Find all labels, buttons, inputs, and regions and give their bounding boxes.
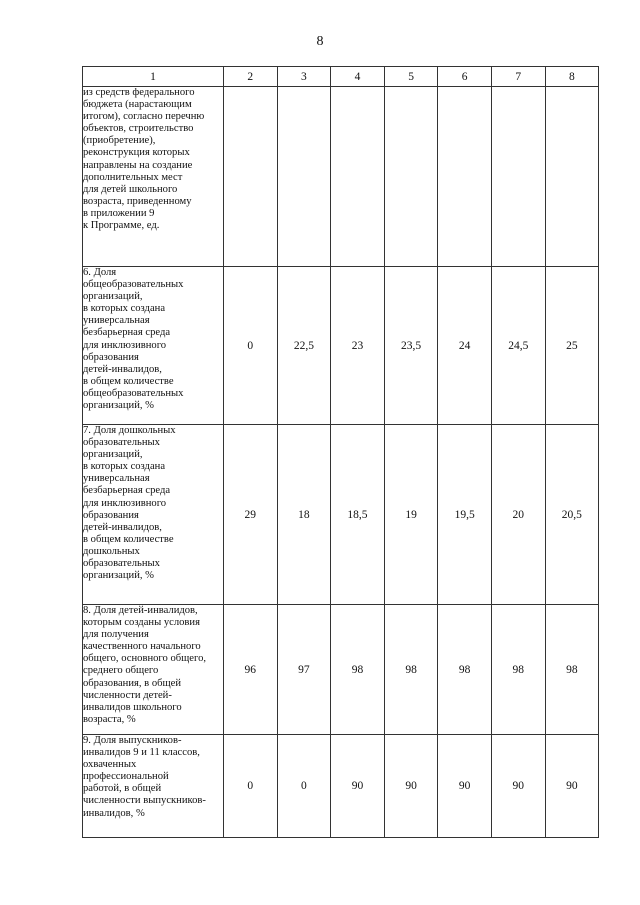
indicator-value: 90 <box>331 735 385 838</box>
column-header: 1 <box>83 67 224 87</box>
indicator-value <box>384 87 438 267</box>
column-header: 4 <box>331 67 385 87</box>
column-header: 5 <box>384 67 438 87</box>
indicator-value <box>491 87 545 267</box>
indicator-label: 8. Доля детей-инвалидов, которым созданы условия для получения качественного начального общего, основного общего, среднего общего образования, в общей численности детей- инвалидов школьного возраста, % <box>83 605 224 735</box>
indicator-value: 98 <box>384 605 438 735</box>
indicator-value: 90 <box>438 735 492 838</box>
indicator-value <box>438 87 492 267</box>
page-number: 8 <box>316 34 324 49</box>
indicator-value: 18 <box>277 425 331 605</box>
table-row <box>83 87 599 267</box>
indicator-label: из средств федерального бюджета (нарастающим итогом), согласно перечню объектов, строительство (приобретение), реконструкция которых направлены на создание дополнительных мест для детей школьного возраста, приведенному в приложении 9 к Программе, ед. <box>83 87 224 267</box>
indicator-value: 24 <box>438 267 492 425</box>
indicator-value: 19 <box>384 425 438 605</box>
indicator-label: 9. Доля выпускников- инвалидов 9 и 11 классов, охваченных профессиональной работой, в общей численности выпускников- инвалидов, % <box>83 735 224 838</box>
table-row <box>83 425 599 605</box>
column-header: 8 <box>545 67 599 87</box>
column-header: 6 <box>438 67 492 87</box>
indicator-value: 0 <box>277 735 331 838</box>
indicators-table <box>82 66 599 838</box>
indicator-label: 7. Доля дошкольных образовательных организаций, в которых создана универсальная безбарьерная среда для инклюзивного образования детей-инвалидов, в общем количестве дошкольных образовательных организаций, % <box>83 425 224 605</box>
indicator-value: 23 <box>331 267 385 425</box>
indicator-value: 18,5 <box>331 425 385 605</box>
indicator-value: 97 <box>277 605 331 735</box>
indicator-value <box>545 87 599 267</box>
column-header: 2 <box>224 67 278 87</box>
indicator-value: 90 <box>384 735 438 838</box>
indicator-value <box>224 87 278 267</box>
column-header: 3 <box>277 67 331 87</box>
indicator-value: 23,5 <box>384 267 438 425</box>
table-row <box>83 605 599 735</box>
indicator-value: 0 <box>224 267 278 425</box>
indicator-value: 90 <box>545 735 599 838</box>
indicator-value: 90 <box>491 735 545 838</box>
indicator-value: 96 <box>224 605 278 735</box>
indicator-value <box>331 87 385 267</box>
indicator-value: 98 <box>331 605 385 735</box>
table-row <box>83 735 599 838</box>
indicator-value: 20 <box>491 425 545 605</box>
indicator-value: 25 <box>545 267 599 425</box>
indicator-value <box>277 87 331 267</box>
indicator-value: 98 <box>438 605 492 735</box>
indicator-value: 19,5 <box>438 425 492 605</box>
indicator-value: 98 <box>491 605 545 735</box>
table-row <box>83 267 599 425</box>
indicator-value: 29 <box>224 425 278 605</box>
indicator-value: 0 <box>224 735 278 838</box>
column-header: 7 <box>491 67 545 87</box>
indicator-value: 22,5 <box>277 267 331 425</box>
indicator-value: 98 <box>545 605 599 735</box>
indicator-value: 20,5 <box>545 425 599 605</box>
table-header-row <box>83 67 599 87</box>
indicator-label: 6. Доля общеобразовательных организаций, в которых создана универсальная безбарьерная среда для инклюзивного образования детей-инвалидов, в общем количестве общеобразовательных организаций, % <box>83 267 224 425</box>
indicator-value: 24,5 <box>491 267 545 425</box>
